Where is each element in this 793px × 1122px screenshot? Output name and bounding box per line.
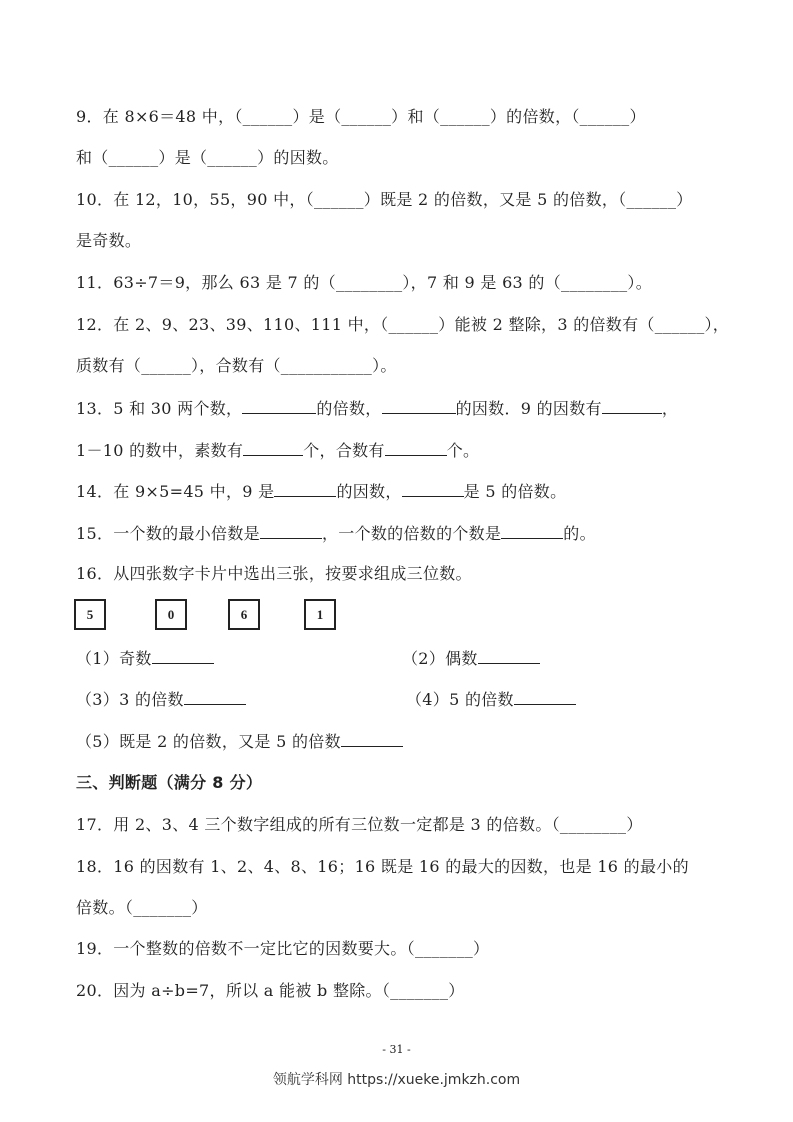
answer-blank[interactable] bbox=[602, 397, 662, 414]
q13-text-a: 13．5 和 30 两个数， bbox=[76, 399, 243, 418]
q13-text-f: 个，合数有 bbox=[303, 441, 385, 460]
footer-watermark: 领航学科网 https://xueke.jmkzh.com bbox=[272, 1072, 521, 1088]
q14-text-a: 14．在 9×5=45 中，9 是 bbox=[76, 482, 275, 501]
q13-text-g: 个。 bbox=[446, 441, 480, 460]
answer-blank[interactable] bbox=[402, 480, 464, 497]
q16-part5-label: （5）既是 2 的倍数，又是 5 的倍数 bbox=[76, 732, 341, 751]
section-title: 三、判断题（满分 8 分） bbox=[76, 773, 263, 792]
number-card-6: 6 bbox=[228, 599, 260, 630]
answer-blank[interactable] bbox=[382, 397, 456, 414]
page-number: - 31 - bbox=[382, 1043, 411, 1056]
answer-blank[interactable] bbox=[260, 522, 322, 539]
q19: 19．一个整数的倍数不一定比它的因数要大。（_______） bbox=[76, 939, 490, 958]
q16-part3-label: （3）3 的倍数 bbox=[76, 690, 184, 709]
q13-text-d: ， bbox=[661, 399, 679, 418]
number-card-5: 5 bbox=[74, 599, 106, 630]
q15-text-b: ，一个数的倍数的个数是 bbox=[321, 524, 502, 543]
q16-part3 bbox=[76, 688, 246, 711]
q15-text-a: 15．一个数的最小倍数是 bbox=[76, 524, 260, 543]
number-card-1: 1 bbox=[304, 599, 336, 630]
q14-text-c: 是 5 的倍数。 bbox=[463, 482, 567, 501]
q12-line1: 12．在 2、9、23、39、110、111 中，（______）能被 2 整除，3 的倍数有（______）， bbox=[76, 315, 730, 334]
q16-part2-label: （2）偶数 bbox=[402, 649, 478, 668]
answer-blank[interactable] bbox=[514, 688, 576, 705]
answer-blank[interactable] bbox=[243, 439, 303, 456]
q16-part1 bbox=[76, 647, 214, 670]
q15-text-c: 的。 bbox=[563, 524, 596, 543]
q10-line1: 10．在 12，10，55，90 中，（______）既是 2 的倍数，又是 5 的倍数，（______） bbox=[76, 190, 693, 209]
q13-line2 bbox=[76, 439, 479, 462]
answer-blank[interactable] bbox=[242, 397, 316, 414]
q16-part5 bbox=[76, 730, 403, 753]
q15 bbox=[76, 522, 596, 545]
q9-line1: 9．在 8×6＝48 中，（______）是（______）和（______）的倍数，（______） bbox=[76, 107, 646, 126]
q16-part4 bbox=[406, 688, 576, 711]
answer-blank[interactable] bbox=[184, 688, 246, 705]
q18-line1: 18．16 的因数有 1、2、4、8、16；16 既是 16 的最大的因数，也是 16 的最小的 bbox=[76, 857, 689, 876]
answer-blank[interactable] bbox=[478, 647, 540, 664]
q13-text-b: 的倍数， bbox=[316, 399, 382, 418]
q14-text-b: 的因数， bbox=[336, 482, 402, 501]
q17: 17．用 2、3、4 三个数字组成的所有三位数一定都是 3 的倍数。（________） bbox=[76, 815, 643, 834]
q11: 11．63÷7＝9，那么 63 是 7 的（________），7 和 9 是 63 的（________）。 bbox=[76, 273, 653, 292]
answer-blank[interactable] bbox=[501, 522, 563, 539]
q20: 20．因为 a÷b=7，所以 a 能被 b 整除。（_______） bbox=[76, 981, 465, 1000]
q16-part4-label: （4）5 的倍数 bbox=[406, 690, 514, 709]
q13-text-e: 1－10 的数中，素数有 bbox=[76, 441, 244, 460]
q14 bbox=[76, 480, 566, 503]
q13-text-c: 的因数．9 的因数有 bbox=[455, 399, 602, 418]
q16-part1-label: （1）奇数 bbox=[76, 649, 152, 668]
q13-line1 bbox=[76, 397, 678, 420]
q16-part2 bbox=[402, 647, 540, 670]
q9-line2: 和（______）是（______）的因数。 bbox=[76, 148, 339, 167]
answer-blank[interactable] bbox=[152, 647, 214, 664]
number-card-0: 0 bbox=[155, 599, 187, 630]
answer-blank[interactable] bbox=[274, 480, 336, 497]
answer-blank[interactable] bbox=[341, 730, 403, 747]
q10-line2: 是奇数。 bbox=[76, 231, 142, 250]
q12-line2: 质数有（______），合数有（___________）。 bbox=[76, 356, 397, 375]
q16: 16．从四张数字卡片中选出三张，按要求组成三位数。 bbox=[76, 564, 472, 583]
answer-blank[interactable] bbox=[385, 439, 447, 456]
q18-line2: 倍数。（_______） bbox=[76, 898, 208, 917]
